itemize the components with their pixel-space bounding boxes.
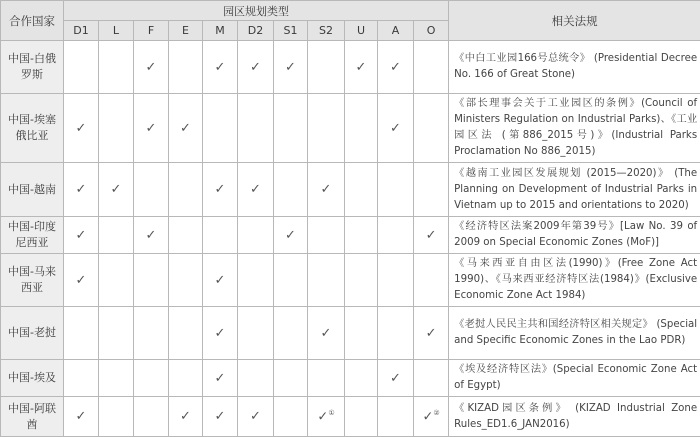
types-header: 园区规划类型 bbox=[64, 1, 449, 21]
type-check-cell bbox=[169, 254, 203, 307]
type-check-cell bbox=[169, 94, 203, 163]
type-check-cell bbox=[64, 254, 99, 307]
check-mark-icon: ✓ bbox=[215, 409, 226, 424]
type-code-header: D1 bbox=[64, 21, 99, 41]
check-mark-icon: ✓ bbox=[422, 409, 433, 424]
table-row bbox=[1, 41, 700, 94]
check-mark-icon: ✓ bbox=[76, 182, 87, 197]
type-code-header: M bbox=[203, 21, 238, 41]
type-check-cell bbox=[274, 307, 308, 360]
type-check-cell bbox=[414, 41, 449, 94]
type-check-cell bbox=[134, 217, 169, 254]
type-check-cell bbox=[99, 94, 134, 163]
table-row bbox=[1, 94, 700, 163]
type-check-cell bbox=[274, 163, 308, 217]
table-row bbox=[1, 254, 700, 307]
type-check-cell bbox=[134, 163, 169, 217]
type-check-cell bbox=[414, 360, 449, 397]
check-mark-icon: ✓ bbox=[146, 60, 157, 75]
type-check-cell bbox=[345, 94, 378, 163]
type-code-header: S2 bbox=[308, 21, 345, 41]
type-check-cell bbox=[238, 41, 274, 94]
type-check-cell bbox=[203, 94, 238, 163]
check-mark-icon: ✓ bbox=[390, 371, 401, 386]
check-mark-icon: ✓ bbox=[76, 121, 87, 136]
type-check-cell bbox=[345, 217, 378, 254]
type-check-cell bbox=[345, 307, 378, 360]
type-check-cell bbox=[203, 254, 238, 307]
type-code-header: D2 bbox=[238, 21, 274, 41]
country-cell: 中国-埃及 bbox=[1, 360, 64, 397]
type-check-cell bbox=[169, 397, 203, 437]
check-mark-icon: ✓ bbox=[215, 60, 226, 75]
type-check-cell bbox=[203, 360, 238, 397]
type-check-cell bbox=[134, 360, 169, 397]
type-check-cell bbox=[64, 41, 99, 94]
type-check-cell bbox=[169, 41, 203, 94]
type-check-cell bbox=[414, 254, 449, 307]
type-check-cell bbox=[203, 307, 238, 360]
type-check-cell bbox=[308, 397, 345, 437]
type-check-cell bbox=[345, 360, 378, 397]
check-mark-icon: ✓ bbox=[285, 60, 296, 75]
type-check-cell bbox=[134, 307, 169, 360]
type-check-cell bbox=[308, 360, 345, 397]
type-check-cell bbox=[378, 307, 414, 360]
country-cell: 中国-白俄罗斯 bbox=[1, 41, 64, 94]
type-code-header: S1 bbox=[274, 21, 308, 41]
type-check-cell bbox=[99, 360, 134, 397]
type-check-cell bbox=[99, 163, 134, 217]
check-mark-icon: ✓ bbox=[215, 371, 226, 386]
type-check-cell bbox=[64, 397, 99, 437]
check-mark-icon: ✓ bbox=[285, 228, 296, 243]
type-check-cell bbox=[378, 163, 414, 217]
check-mark-icon: ✓ bbox=[146, 121, 157, 136]
type-check-cell bbox=[274, 41, 308, 94]
law-cell: 《中白工业园166号总统令》 (Presidential Decree No. 166 of Great Stone) bbox=[449, 41, 700, 94]
type-check-cell bbox=[308, 94, 345, 163]
type-check-cell bbox=[378, 41, 414, 94]
law-cell: 《部长理事会关于工业园区的条例》(Council of Ministers Regulation on Industrial Parks)、《工业园区法 (第886_2015号)》(Industrial Parks Proclamation No 886_2015) bbox=[449, 94, 700, 163]
table-body bbox=[1, 41, 700, 437]
header-row-1 bbox=[1, 1, 700, 21]
check-mark-icon: ✓ bbox=[76, 409, 87, 424]
type-check-cell bbox=[238, 360, 274, 397]
type-check-cell bbox=[64, 360, 99, 397]
type-check-cell bbox=[378, 397, 414, 437]
type-check-cell bbox=[203, 41, 238, 94]
type-check-cell bbox=[238, 94, 274, 163]
table-row bbox=[1, 397, 700, 437]
type-code-header: A bbox=[378, 21, 414, 41]
type-check-cell bbox=[414, 217, 449, 254]
check-mark-icon: ✓ bbox=[111, 182, 122, 197]
type-check-cell bbox=[134, 254, 169, 307]
type-check-cell bbox=[99, 397, 134, 437]
check-mark-icon: ✓ bbox=[76, 228, 87, 243]
type-check-cell bbox=[274, 397, 308, 437]
type-code-header: O bbox=[414, 21, 449, 41]
check-mark-icon: ✓ bbox=[390, 60, 401, 75]
country-header: 合作国家 bbox=[1, 1, 64, 41]
type-check-cell bbox=[203, 397, 238, 437]
check-mark-icon: ✓ bbox=[146, 228, 157, 243]
type-check-cell bbox=[203, 163, 238, 217]
type-check-cell bbox=[378, 254, 414, 307]
table-row bbox=[1, 360, 700, 397]
check-mark-icon: ✓ bbox=[321, 326, 332, 341]
type-check-cell bbox=[238, 163, 274, 217]
type-check-cell bbox=[134, 397, 169, 437]
type-check-cell bbox=[99, 254, 134, 307]
table-row bbox=[1, 217, 700, 254]
check-mark-icon: ✓ bbox=[180, 409, 191, 424]
law-cell: 《马来西亚自由区法(1990)》(Free Zone Act 1990)、《马来西亚经济特区法(1984)》(Exclusive Economic Zone Act 1984) bbox=[449, 254, 700, 307]
check-mark-icon: ✓ bbox=[250, 409, 261, 424]
law-cell: 《老挝人民民主共和国经济特区相关规定》 (Special and Specific Economic Zones in the Lao PDR) bbox=[449, 307, 700, 360]
type-check-cell bbox=[378, 360, 414, 397]
type-check-cell bbox=[238, 307, 274, 360]
law-cell: 《KIZAD园区条例》 (KIZAD Industrial Zone Rules_ED1.6_JAN2016) bbox=[449, 397, 700, 437]
footnote-marker: ① bbox=[328, 409, 334, 417]
check-mark-icon: ✓ bbox=[356, 60, 367, 75]
type-check-cell bbox=[308, 41, 345, 94]
type-check-cell bbox=[238, 217, 274, 254]
type-code-header: E bbox=[169, 21, 203, 41]
check-mark-icon: ✓ bbox=[215, 182, 226, 197]
type-check-cell bbox=[134, 94, 169, 163]
type-check-cell bbox=[274, 254, 308, 307]
type-check-cell bbox=[378, 217, 414, 254]
type-check-cell bbox=[238, 254, 274, 307]
table-row bbox=[1, 307, 700, 360]
country-cell: 中国-老挝 bbox=[1, 307, 64, 360]
type-code-header: F bbox=[134, 21, 169, 41]
type-check-cell bbox=[414, 163, 449, 217]
type-code-header: L bbox=[99, 21, 134, 41]
country-cell: 中国-埃塞俄比亚 bbox=[1, 94, 64, 163]
type-check-cell bbox=[274, 360, 308, 397]
check-mark-icon: ✓ bbox=[426, 228, 437, 243]
type-check-cell bbox=[274, 94, 308, 163]
table-row bbox=[1, 163, 700, 217]
check-mark-icon: ✓ bbox=[250, 182, 261, 197]
type-check-cell bbox=[203, 217, 238, 254]
footnote-marker: ② bbox=[433, 409, 439, 417]
country-cell: 中国-阿联酋 bbox=[1, 397, 64, 437]
type-check-cell bbox=[64, 217, 99, 254]
type-check-cell bbox=[134, 41, 169, 94]
type-check-cell bbox=[99, 217, 134, 254]
type-check-cell bbox=[378, 94, 414, 163]
type-check-cell bbox=[414, 397, 449, 437]
law-cell: 《埃及经济特区法》(Special Economic Zone Act of Egypt) bbox=[449, 360, 700, 397]
laws-header: 相关法规 bbox=[449, 1, 700, 41]
type-check-cell bbox=[345, 397, 378, 437]
type-check-cell bbox=[308, 163, 345, 217]
type-check-cell bbox=[414, 94, 449, 163]
country-cell: 中国-马来西亚 bbox=[1, 254, 64, 307]
type-check-cell bbox=[169, 307, 203, 360]
check-mark-icon: ✓ bbox=[317, 409, 328, 424]
type-check-cell bbox=[414, 307, 449, 360]
type-check-cell bbox=[99, 41, 134, 94]
law-cell: 《经济特区法案2009年第39号》[Law No. 39 of 2009 on Special Economic Zones (MoF)] bbox=[449, 217, 700, 254]
type-check-cell bbox=[345, 254, 378, 307]
type-check-cell bbox=[99, 307, 134, 360]
check-mark-icon: ✓ bbox=[215, 326, 226, 341]
type-check-cell bbox=[345, 41, 378, 94]
country-cell: 中国-印度尼西亚 bbox=[1, 217, 64, 254]
type-check-cell bbox=[308, 217, 345, 254]
type-check-cell bbox=[308, 307, 345, 360]
type-check-cell bbox=[169, 217, 203, 254]
type-code-header: U bbox=[345, 21, 378, 41]
check-mark-icon: ✓ bbox=[250, 60, 261, 75]
check-mark-icon: ✓ bbox=[215, 273, 226, 288]
law-cell: 《越南工业园区发展规划 (2015—2020)》 (The Planning on Development of Industrial Parks in Vietnam up to 2015 and orientations to 2020) bbox=[449, 163, 700, 217]
check-mark-icon: ✓ bbox=[76, 273, 87, 288]
check-mark-icon: ✓ bbox=[390, 121, 401, 136]
type-check-cell bbox=[169, 360, 203, 397]
type-check-cell bbox=[274, 217, 308, 254]
type-check-cell bbox=[345, 163, 378, 217]
type-check-cell bbox=[238, 397, 274, 437]
check-mark-icon: ✓ bbox=[180, 121, 191, 136]
country-cell: 中国-越南 bbox=[1, 163, 64, 217]
type-check-cell bbox=[64, 307, 99, 360]
check-mark-icon: ✓ bbox=[321, 182, 332, 197]
check-mark-icon: ✓ bbox=[426, 326, 437, 341]
type-check-cell bbox=[64, 94, 99, 163]
type-check-cell bbox=[308, 254, 345, 307]
type-check-cell bbox=[169, 163, 203, 217]
type-check-cell bbox=[64, 163, 99, 217]
